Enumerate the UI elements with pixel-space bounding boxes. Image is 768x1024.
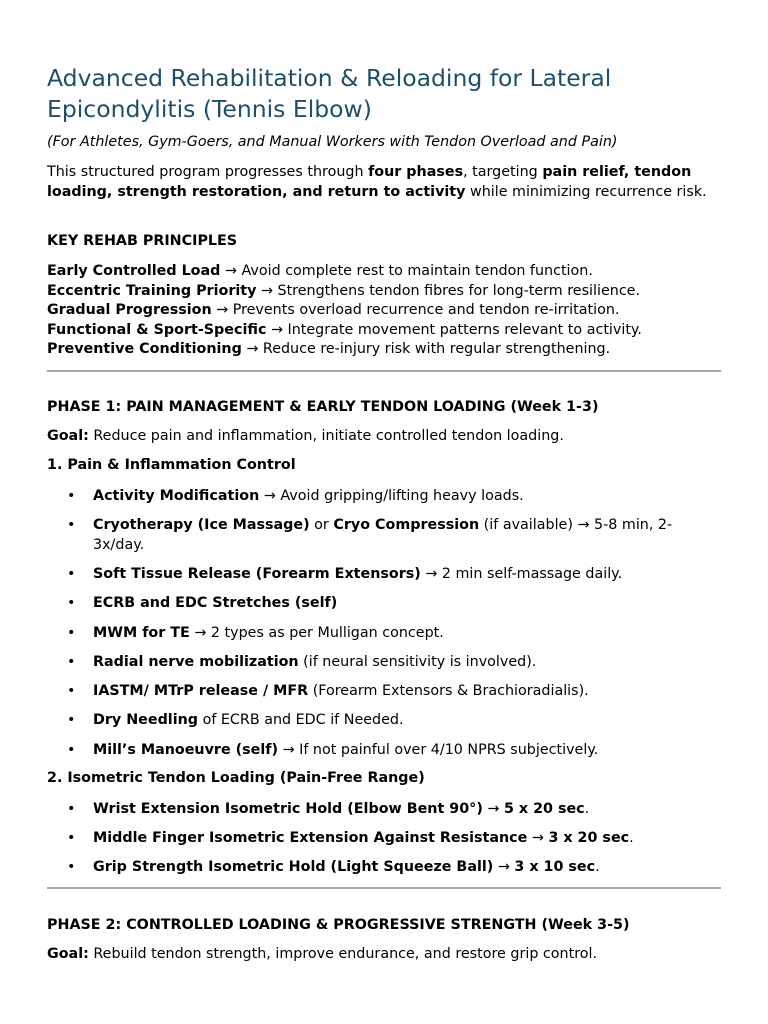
item-text: . bbox=[629, 830, 634, 846]
item-bold: Soft Tissue Release (Forearm Extensors) bbox=[93, 566, 421, 582]
list-item bbox=[47, 711, 721, 731]
goal-label: Goal: bbox=[47, 946, 89, 962]
principles-list bbox=[47, 262, 721, 360]
section-divider bbox=[47, 887, 721, 889]
list-item bbox=[47, 516, 721, 555]
list-item bbox=[47, 682, 721, 702]
item-text: (if available) → 5-8 min, 2-3x/day. bbox=[93, 517, 673, 553]
phase1-goal bbox=[47, 428, 721, 444]
bullet-icon: • bbox=[67, 566, 76, 582]
item-text: . bbox=[584, 801, 590, 817]
list-item bbox=[47, 653, 721, 673]
item-bold: Cryotherapy (Ice Massage) bbox=[93, 517, 310, 533]
phase2-heading-text: PHASE 2: CONTROLLED LOADING & PROGRESSIVE STRENGTH (Week 3-5) bbox=[47, 917, 630, 933]
list-item bbox=[47, 800, 721, 820]
item-text: → 2 types as per Mulligan concept. bbox=[189, 625, 444, 641]
item-text: (Forearm Extensors & Brachioradialis). bbox=[308, 683, 589, 699]
item-bold: Cryo Compression bbox=[333, 517, 480, 533]
item-text: or bbox=[309, 517, 334, 533]
section-divider bbox=[47, 370, 721, 372]
principle-item bbox=[47, 321, 721, 341]
principle-name: Preventive Conditioning bbox=[47, 341, 242, 357]
item-bold: Radial nerve mobilization bbox=[93, 654, 299, 670]
list-item bbox=[47, 858, 721, 878]
goal-text: Rebuild tendon strength, improve endurance, and restore grip control. bbox=[88, 946, 598, 962]
document-title: Advanced Rehabilitation & Reloading for Lateral Epicondylitis (Tennis Elbow) bbox=[47, 64, 612, 123]
intro-bold: four phases bbox=[368, 164, 464, 180]
intro-text: This structured program progresses through bbox=[47, 164, 369, 180]
list-item bbox=[47, 741, 721, 761]
intro-text: , targeting bbox=[463, 164, 543, 180]
item-text: → bbox=[527, 830, 549, 846]
document-subtitle: (For Athletes, Gym-Goers, and Manual Workers with Tendon Overload and Pain) bbox=[47, 134, 618, 150]
principles-heading-text: KEY REHAB PRINCIPLES bbox=[47, 233, 238, 249]
phase2-heading bbox=[47, 917, 721, 933]
list-item bbox=[47, 565, 721, 585]
phase1-heading-text: PHASE 1: PAIN MANAGEMENT & EARLY TENDON LOADING (Week 1-3) bbox=[47, 399, 599, 415]
principle-desc: → Integrate movement patterns relevant to activity. bbox=[266, 321, 642, 338]
item-text: (if neural sensitivity is involved). bbox=[298, 654, 537, 670]
list-item bbox=[47, 829, 721, 849]
section-heading-text: 1. Pain & Inflammation Control bbox=[47, 457, 296, 473]
bullet-icon: • bbox=[67, 625, 76, 641]
list-item bbox=[47, 594, 721, 614]
principle-desc: → Prevents overload recurrence and tendon re-irritation. bbox=[211, 302, 620, 318]
phase1-section2-heading bbox=[47, 770, 721, 786]
intro-text: while minimizing recurrence risk. bbox=[465, 183, 707, 200]
phase1-section1-heading bbox=[47, 457, 721, 473]
bullet-icon: • bbox=[67, 595, 76, 611]
item-bold: Dry Needling bbox=[93, 712, 199, 728]
bullet-icon: • bbox=[67, 654, 76, 670]
principle-name: Early Controlled Load bbox=[47, 263, 221, 279]
item-bold: Mill’s Manoeuvre (self) bbox=[93, 742, 279, 758]
item-text: → Avoid gripping/lifting heavy loads. bbox=[259, 488, 524, 504]
principle-item bbox=[47, 282, 721, 302]
item-text: → 2 min self-massage daily. bbox=[420, 566, 623, 582]
intro-paragraph bbox=[47, 163, 721, 202]
phase2-goal bbox=[47, 946, 721, 962]
bullet-icon: • bbox=[67, 859, 76, 875]
item-bold: IASTM/ MTrP release / MFR bbox=[93, 683, 309, 699]
bullet-icon: • bbox=[67, 488, 76, 504]
item-bold: 5 x 20 sec bbox=[503, 801, 585, 817]
principle-name: Gradual Progression bbox=[47, 302, 212, 318]
principles-heading bbox=[47, 233, 721, 249]
principle-item bbox=[47, 301, 721, 321]
section-heading-text: 2. Isometric Tendon Loading (Pain-Free Range) bbox=[47, 770, 425, 786]
principle-desc: → Avoid complete rest to maintain tendon function. bbox=[220, 263, 593, 279]
phase1-heading bbox=[47, 399, 721, 415]
item-bold: Activity Modification bbox=[93, 488, 260, 504]
intro-bold: pain relief, tendon loading, strength restoration, and return to activity bbox=[47, 164, 692, 200]
item-text: → bbox=[482, 801, 504, 817]
goal-text: Reduce pain and inflammation, initiate controlled tendon loading. bbox=[88, 428, 564, 444]
bullet-icon: • bbox=[67, 517, 76, 533]
bullet-icon: • bbox=[67, 683, 76, 699]
item-text: → If not painful over 4/10 NPRS subjectively. bbox=[278, 742, 599, 758]
bullet-icon: • bbox=[67, 712, 76, 728]
principle-name: Eccentric Training Priority bbox=[47, 282, 257, 299]
item-text: → bbox=[493, 859, 515, 875]
principle-item bbox=[47, 340, 721, 360]
item-bold: 3 x 20 sec bbox=[548, 830, 630, 846]
item-text: of ECRB and EDC if Needed. bbox=[198, 712, 404, 728]
bullet-icon: • bbox=[67, 801, 76, 817]
item-bold: 3 x 10 sec bbox=[514, 859, 596, 875]
principle-name: Functional & Sport-Specific bbox=[47, 321, 267, 338]
bullet-icon: • bbox=[67, 830, 76, 846]
goal-label: Goal: bbox=[47, 428, 89, 444]
principle-desc: → Reduce re-injury risk with regular strengthening. bbox=[241, 341, 611, 357]
item-text: . bbox=[595, 859, 600, 875]
item-bold: MWM for TE bbox=[93, 625, 190, 641]
item-bold: Wrist Extension Isometric Hold (Elbow Bent 90°) bbox=[93, 801, 483, 817]
principle-item bbox=[47, 262, 721, 282]
item-bold: Middle Finger Isometric Extension Against Resistance bbox=[93, 830, 528, 846]
item-bold: ECRB and EDC Stretches (self) bbox=[93, 595, 338, 611]
list-item bbox=[47, 624, 721, 644]
bullet-icon: • bbox=[67, 742, 76, 758]
item-bold: Grip Strength Isometric Hold (Light Squeeze Ball) bbox=[93, 859, 494, 875]
principle-desc: → Strengthens tendon fibres for long-term resilience. bbox=[256, 282, 641, 299]
list-item bbox=[47, 487, 721, 507]
